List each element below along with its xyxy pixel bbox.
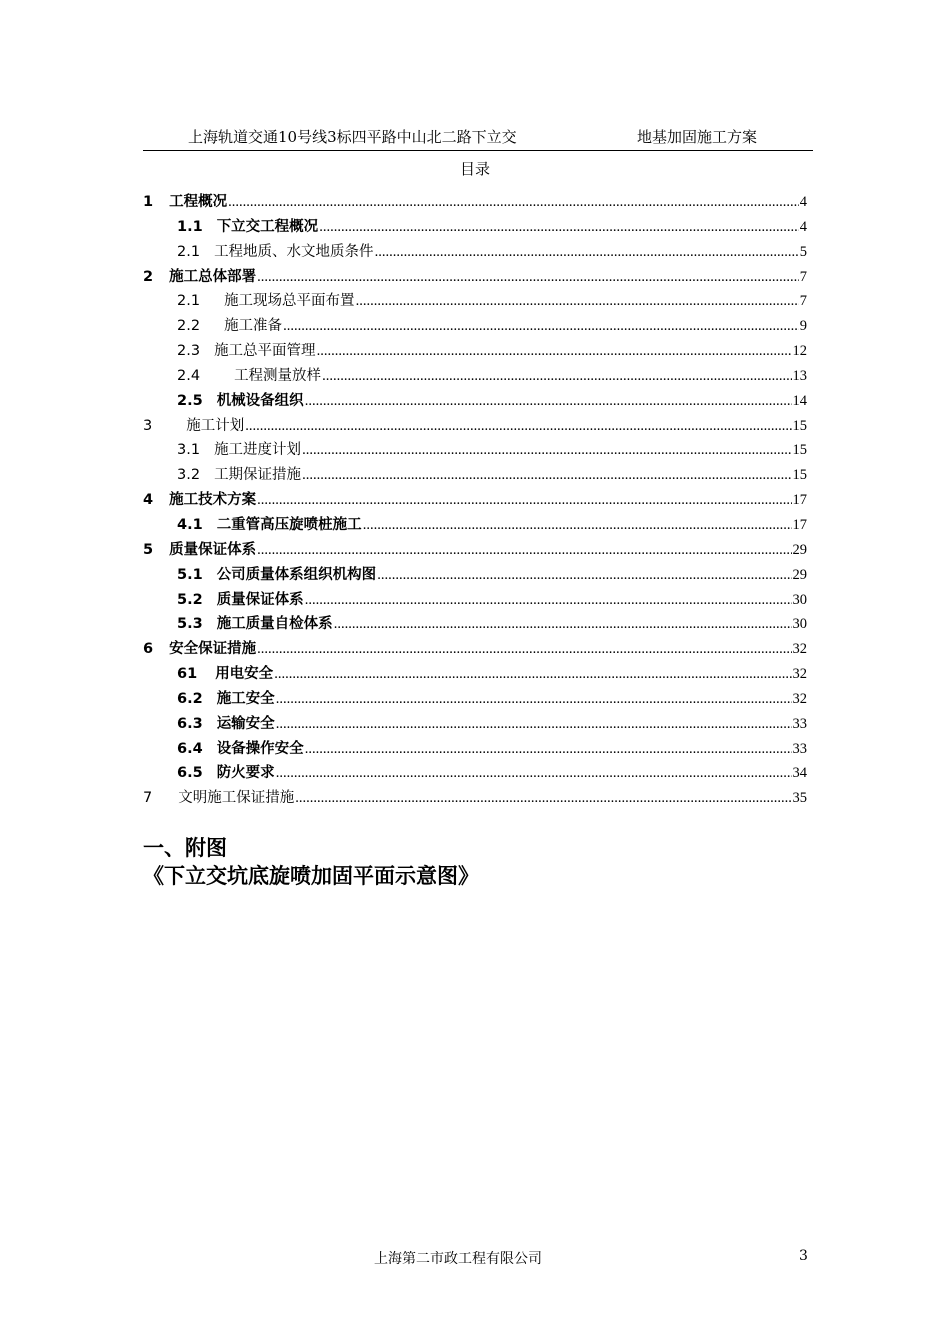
toc-entry-page: 17	[792, 516, 807, 533]
toc-entry-title: 防火要求	[216, 765, 275, 782]
toc-entry-title: 工程地质、水文地质条件	[214, 243, 374, 260]
toc-entry[interactable]	[143, 215, 807, 240]
toc-dot-leader	[375, 244, 799, 261]
toc-entry-page: 29	[792, 541, 807, 558]
toc-entry-number: 2.4	[177, 367, 201, 384]
toc-entry-title: 施工质量自检体系	[216, 616, 333, 633]
toc-dot-leader	[317, 343, 792, 360]
toc-entry-number: 61	[177, 666, 198, 683]
toc-entry-page: 33	[792, 715, 807, 732]
toc-entry-title: 公司质量体系组织机构图	[216, 566, 377, 583]
toc-entry-number: 5.1	[177, 566, 203, 583]
toc-entry[interactable]	[143, 737, 807, 762]
toc-entry[interactable]	[143, 513, 807, 538]
toc-entry[interactable]	[143, 339, 807, 364]
header-project-title: 上海轨道交通10号线3标四平路中山北二路下立交	[188, 128, 517, 146]
toc-entry-page: 4	[799, 218, 807, 235]
toc-entry-number: 2.5	[177, 392, 203, 409]
toc-entry-number: 5.3	[177, 616, 203, 633]
toc-dot-leader	[295, 790, 791, 807]
toc-entry[interactable]	[143, 588, 807, 613]
toc-entry-page: 7	[799, 293, 807, 310]
toc-entry-number: 6.4	[177, 740, 203, 757]
toc-dot-leader	[322, 368, 791, 385]
toc-dot-leader	[302, 442, 791, 459]
toc-entry[interactable]	[143, 488, 807, 513]
toc-entry-number: 3.1	[177, 442, 201, 459]
toc-dot-leader	[302, 467, 791, 484]
toc-entry-number: 4.1	[177, 516, 203, 533]
toc-entry-title: 机械设备组织	[216, 392, 304, 409]
toc-entry[interactable]	[143, 265, 807, 290]
toc-dot-leader	[283, 318, 799, 335]
toc-dot-leader	[305, 741, 792, 758]
toc-entry-number: 2.3	[177, 343, 201, 360]
toc-dot-leader	[319, 219, 799, 236]
toc-entry-page: 7	[799, 268, 807, 285]
toc-entry-number: 2	[143, 268, 154, 285]
toc-dot-leader	[228, 194, 799, 211]
toc-entry-title: 文明施工保证措施	[178, 790, 295, 807]
toc-entry-title: 施工总平面管理	[214, 343, 316, 360]
toc-entry-page: 15	[792, 467, 807, 484]
toc-dot-leader	[274, 666, 791, 683]
toc-dot-leader	[257, 492, 791, 509]
toc-entry-title: 运输安全	[216, 715, 275, 732]
toc-entry-title: 施工技术方案	[169, 492, 257, 509]
toc-entry-number: 3	[143, 417, 153, 434]
toc-entry[interactable]	[143, 612, 807, 637]
toc-entry[interactable]	[143, 637, 807, 662]
appendix-section	[143, 834, 479, 890]
toc-entry-title: 质量保证体系	[169, 541, 257, 558]
toc-entry[interactable]	[143, 389, 807, 414]
page-header	[143, 124, 813, 151]
toc-entry-title: 用电安全	[215, 666, 274, 683]
toc-entry-number: 6.3	[177, 715, 203, 732]
toc-entry-page: 9	[799, 318, 807, 335]
toc-entry-number: 2.2	[177, 318, 201, 335]
header-document-title: 地基加固施工方案	[637, 128, 758, 146]
toc-entry[interactable]	[143, 414, 807, 439]
toc-entry-page: 14	[792, 392, 807, 409]
toc-entry-title: 工程概况	[169, 194, 228, 210]
toc-dot-leader	[305, 393, 792, 410]
toc-entry-title: 下立交工程概况	[216, 218, 319, 235]
toc-entry[interactable]	[143, 190, 807, 215]
toc-dot-leader	[276, 765, 792, 782]
toc-dot-leader	[276, 716, 792, 733]
toc-entry-number: 5	[143, 541, 154, 558]
toc-entry-title: 质量保证体系	[216, 591, 304, 608]
toc-entry-page: 17	[792, 492, 807, 509]
toc-entry[interactable]	[143, 538, 807, 563]
toc-entry-title: 施工现场总平面布置	[224, 293, 355, 310]
footer-page-number: 3	[799, 1248, 808, 1264]
toc-entry-number: 4	[143, 492, 154, 509]
toc-dot-leader	[363, 517, 792, 534]
toc-entry-number: 6.5	[177, 765, 203, 782]
toc-entry-title: 工期保证措施	[214, 467, 302, 484]
toc-entry-title: 施工总体部署	[169, 268, 257, 285]
toc-dot-leader	[257, 641, 791, 658]
toc-entry-title: 施工准备	[224, 318, 283, 335]
toc-entry-page: 35	[792, 790, 807, 807]
toc-entry-number: 7	[143, 790, 153, 807]
toc-entry-number: 2.1	[177, 243, 201, 260]
toc-dot-leader	[257, 542, 791, 559]
toc-dot-leader	[245, 418, 791, 435]
toc-entry-page: 32	[792, 641, 807, 658]
toc-entry[interactable]	[143, 438, 807, 463]
toc-entry[interactable]	[143, 712, 807, 737]
toc-entry-title: 工程测量放样	[234, 367, 322, 384]
toc-entry[interactable]	[143, 289, 807, 314]
toc-entry-page: 15	[792, 442, 807, 459]
toc-entry[interactable]	[143, 314, 807, 339]
toc-entry-title: 施工安全	[216, 690, 275, 707]
footer-company: 上海第二市政工程有限公司	[374, 1251, 542, 1267]
toc-entry[interactable]	[143, 364, 807, 389]
appendix-heading: 一、附图	[143, 836, 227, 860]
toc-entry[interactable]	[143, 761, 807, 786]
toc-entry-number: 3.2	[177, 467, 201, 484]
toc-entry-number: 6.2	[177, 690, 203, 707]
toc-entry-page: 12	[792, 343, 807, 360]
toc-entry-number: 6	[143, 641, 154, 658]
toc-entry-number: 1	[143, 194, 154, 210]
toc-entry-page: 32	[792, 690, 807, 707]
toc-title: 目录	[459, 160, 490, 178]
toc-dot-leader	[356, 293, 799, 310]
toc-entry[interactable]	[143, 463, 807, 488]
toc-dot-leader	[276, 691, 792, 708]
toc-entry-page: 34	[792, 765, 807, 782]
toc-entry-page: 30	[792, 616, 807, 633]
toc-entry-number: 2.1	[177, 293, 201, 310]
toc-entry[interactable]	[143, 687, 807, 712]
toc-entry-title: 安全保证措施	[169, 641, 257, 658]
toc-dot-leader	[257, 269, 799, 286]
toc-entry-page: 15	[792, 417, 807, 434]
toc-entry-title: 二重管高压旋喷桩施工	[216, 516, 362, 533]
toc-dot-leader	[305, 592, 792, 609]
toc-dot-leader	[334, 616, 792, 633]
toc-entry[interactable]	[143, 662, 807, 687]
appendix-subheading: 《下立交坑底旋喷加固平面示意图》	[143, 864, 479, 888]
toc-entry-page: 29	[792, 566, 807, 583]
toc-entry[interactable]	[143, 563, 807, 588]
toc-entry-title: 施工计划	[186, 417, 245, 434]
toc-entry-page: 32	[792, 666, 807, 683]
toc-entry[interactable]	[143, 786, 807, 811]
toc-entry-page: 30	[792, 591, 807, 608]
toc-entry-number: 5.2	[177, 591, 203, 608]
toc-entry-page: 13	[792, 367, 807, 384]
toc-entry-page: 33	[792, 740, 807, 757]
toc-entry-page: 5	[799, 243, 807, 260]
toc-entry-title: 设备操作安全	[216, 740, 304, 757]
toc-entry-title: 施工进度计划	[214, 442, 302, 459]
toc-entry-number: 1.1	[177, 218, 203, 235]
toc-entry[interactable]	[143, 240, 807, 265]
toc-entry-page: 4	[799, 194, 807, 210]
table-of-contents	[143, 190, 807, 811]
toc-dot-leader	[377, 567, 791, 584]
